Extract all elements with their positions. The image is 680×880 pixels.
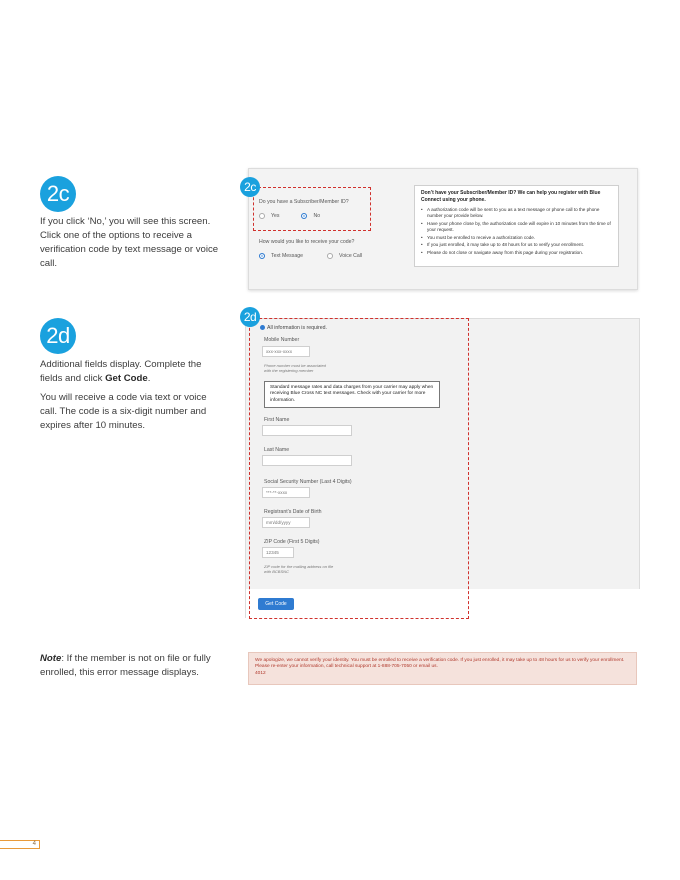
note-description [40, 652, 225, 685]
option-no-label: No [313, 213, 321, 219]
option-no[interactable] [301, 213, 320, 219]
step-2d-text-1-pre: Additional fields display. Complete the fields and click [40, 359, 202, 384]
step-2d-description [40, 358, 225, 438]
dob-label: Registrant’s Date of Birth [264, 509, 322, 515]
zip-hint: ZIP code for the mailing address on file with BCBSNC [264, 564, 334, 574]
option-text-label: Text Message [271, 253, 304, 259]
note-body: : If the member is not on file or fully enrolled, this error message displays. [40, 653, 211, 678]
highlight-2d [249, 318, 469, 619]
option-yes-label: Yes [271, 213, 280, 219]
info-item: • You must be enrolled to receive a authorization code. [421, 235, 612, 241]
ssn-label: Social Security Number (Last 4 Digits) [264, 479, 352, 485]
rates-note: Standard message rates and data charges from your carrier may apply when receiving Blue Cross NC text messages. Check with your carrier for more information. [264, 381, 440, 408]
info-title: Don’t have your Subscriber/Member ID? We can help you register with Blue Connect using your phone. [421, 190, 601, 203]
radio-no-icon[interactable] [301, 213, 307, 219]
note-label: Note [40, 653, 62, 664]
get-code-button[interactable]: Get Code [258, 598, 294, 610]
required-note-text: All information is required. [267, 325, 327, 331]
step-2d-text-1 [40, 358, 225, 386]
subscriber-options [259, 213, 342, 219]
option-yes[interactable] [259, 213, 279, 219]
step-2d-text-2: You will receive a code via text or voice call. The code is a six-digit number and expires after 10 minutes. [40, 392, 207, 431]
step-badge-2d: 2d [40, 318, 76, 354]
info-list [421, 207, 612, 256]
screenshot-badge-2c: 2c [240, 177, 260, 197]
mobile-label: Mobile Number [264, 337, 300, 343]
note-text [40, 652, 225, 680]
option-voice-call[interactable] [327, 253, 362, 259]
subscriber-question: Do you have a Subscriber/Member ID? [259, 199, 349, 205]
zip-label: ZIP Code (First 5 Digits) [264, 539, 320, 545]
ssn-input[interactable]: ***-**-xxxx [262, 487, 310, 498]
mobile-input[interactable]: xxx-xxx-xxxx [262, 346, 310, 357]
first-name-label: First Name [264, 417, 290, 423]
step-badge-2c: 2c [40, 176, 76, 212]
radio-voice-icon[interactable] [327, 253, 333, 259]
page-number: 4 [0, 840, 40, 849]
option-voice-label: Voice Call [339, 253, 363, 259]
last-name-label: Last Name [264, 447, 290, 453]
mobile-hint: Phone number must be associated with the registering member [264, 363, 326, 373]
get-code-bold: Get Code [105, 373, 148, 384]
info-box [414, 185, 619, 267]
step-2d-text-1-post: . [147, 373, 151, 384]
step-2c-description [40, 215, 225, 276]
radio-yes-icon[interactable] [259, 213, 265, 219]
screenshot-badge-2d: 2d [240, 307, 260, 327]
dob-input[interactable]: mm/dd/yyyy [262, 517, 310, 528]
screenshot-2c [248, 168, 638, 290]
delivery-options [259, 253, 384, 259]
info-item: • Please do not close or navigate away from this page during your registration. [421, 250, 612, 256]
highlight-2c [253, 187, 371, 231]
delivery-question: How would you like to receive your code? [259, 239, 355, 245]
error-message [248, 652, 637, 685]
radio-text-icon[interactable] [259, 253, 265, 259]
info-item: • If you just enrolled, it may take up to 48 hours for us to verify your enrollment. [421, 242, 612, 248]
zip-input[interactable]: 12345 [262, 547, 294, 558]
error-text: We apologize, we cannot verify your identity. You must be enrolled to receive a verification code. If you just enrolled, it may take up to 48 hours for us to verify your enrollment. Please re-enter your information, call technical support at 1-888-705-7050 or email us. [255, 658, 625, 670]
step-2c-text: If you click ‘No,’ you will see this screen. Click one of the options to receive a verification code by text message or voice call. [40, 216, 219, 269]
info-item: • A authorization code will be sent to you as a text message or phone call to the phone number your provide below. [421, 207, 612, 219]
info-item: • Have your phone close by, the authorization code will expire in 10 minutes from the time of your request. [421, 221, 612, 233]
error-code: 4012 [255, 670, 266, 676]
option-text-message[interactable] [259, 253, 303, 259]
